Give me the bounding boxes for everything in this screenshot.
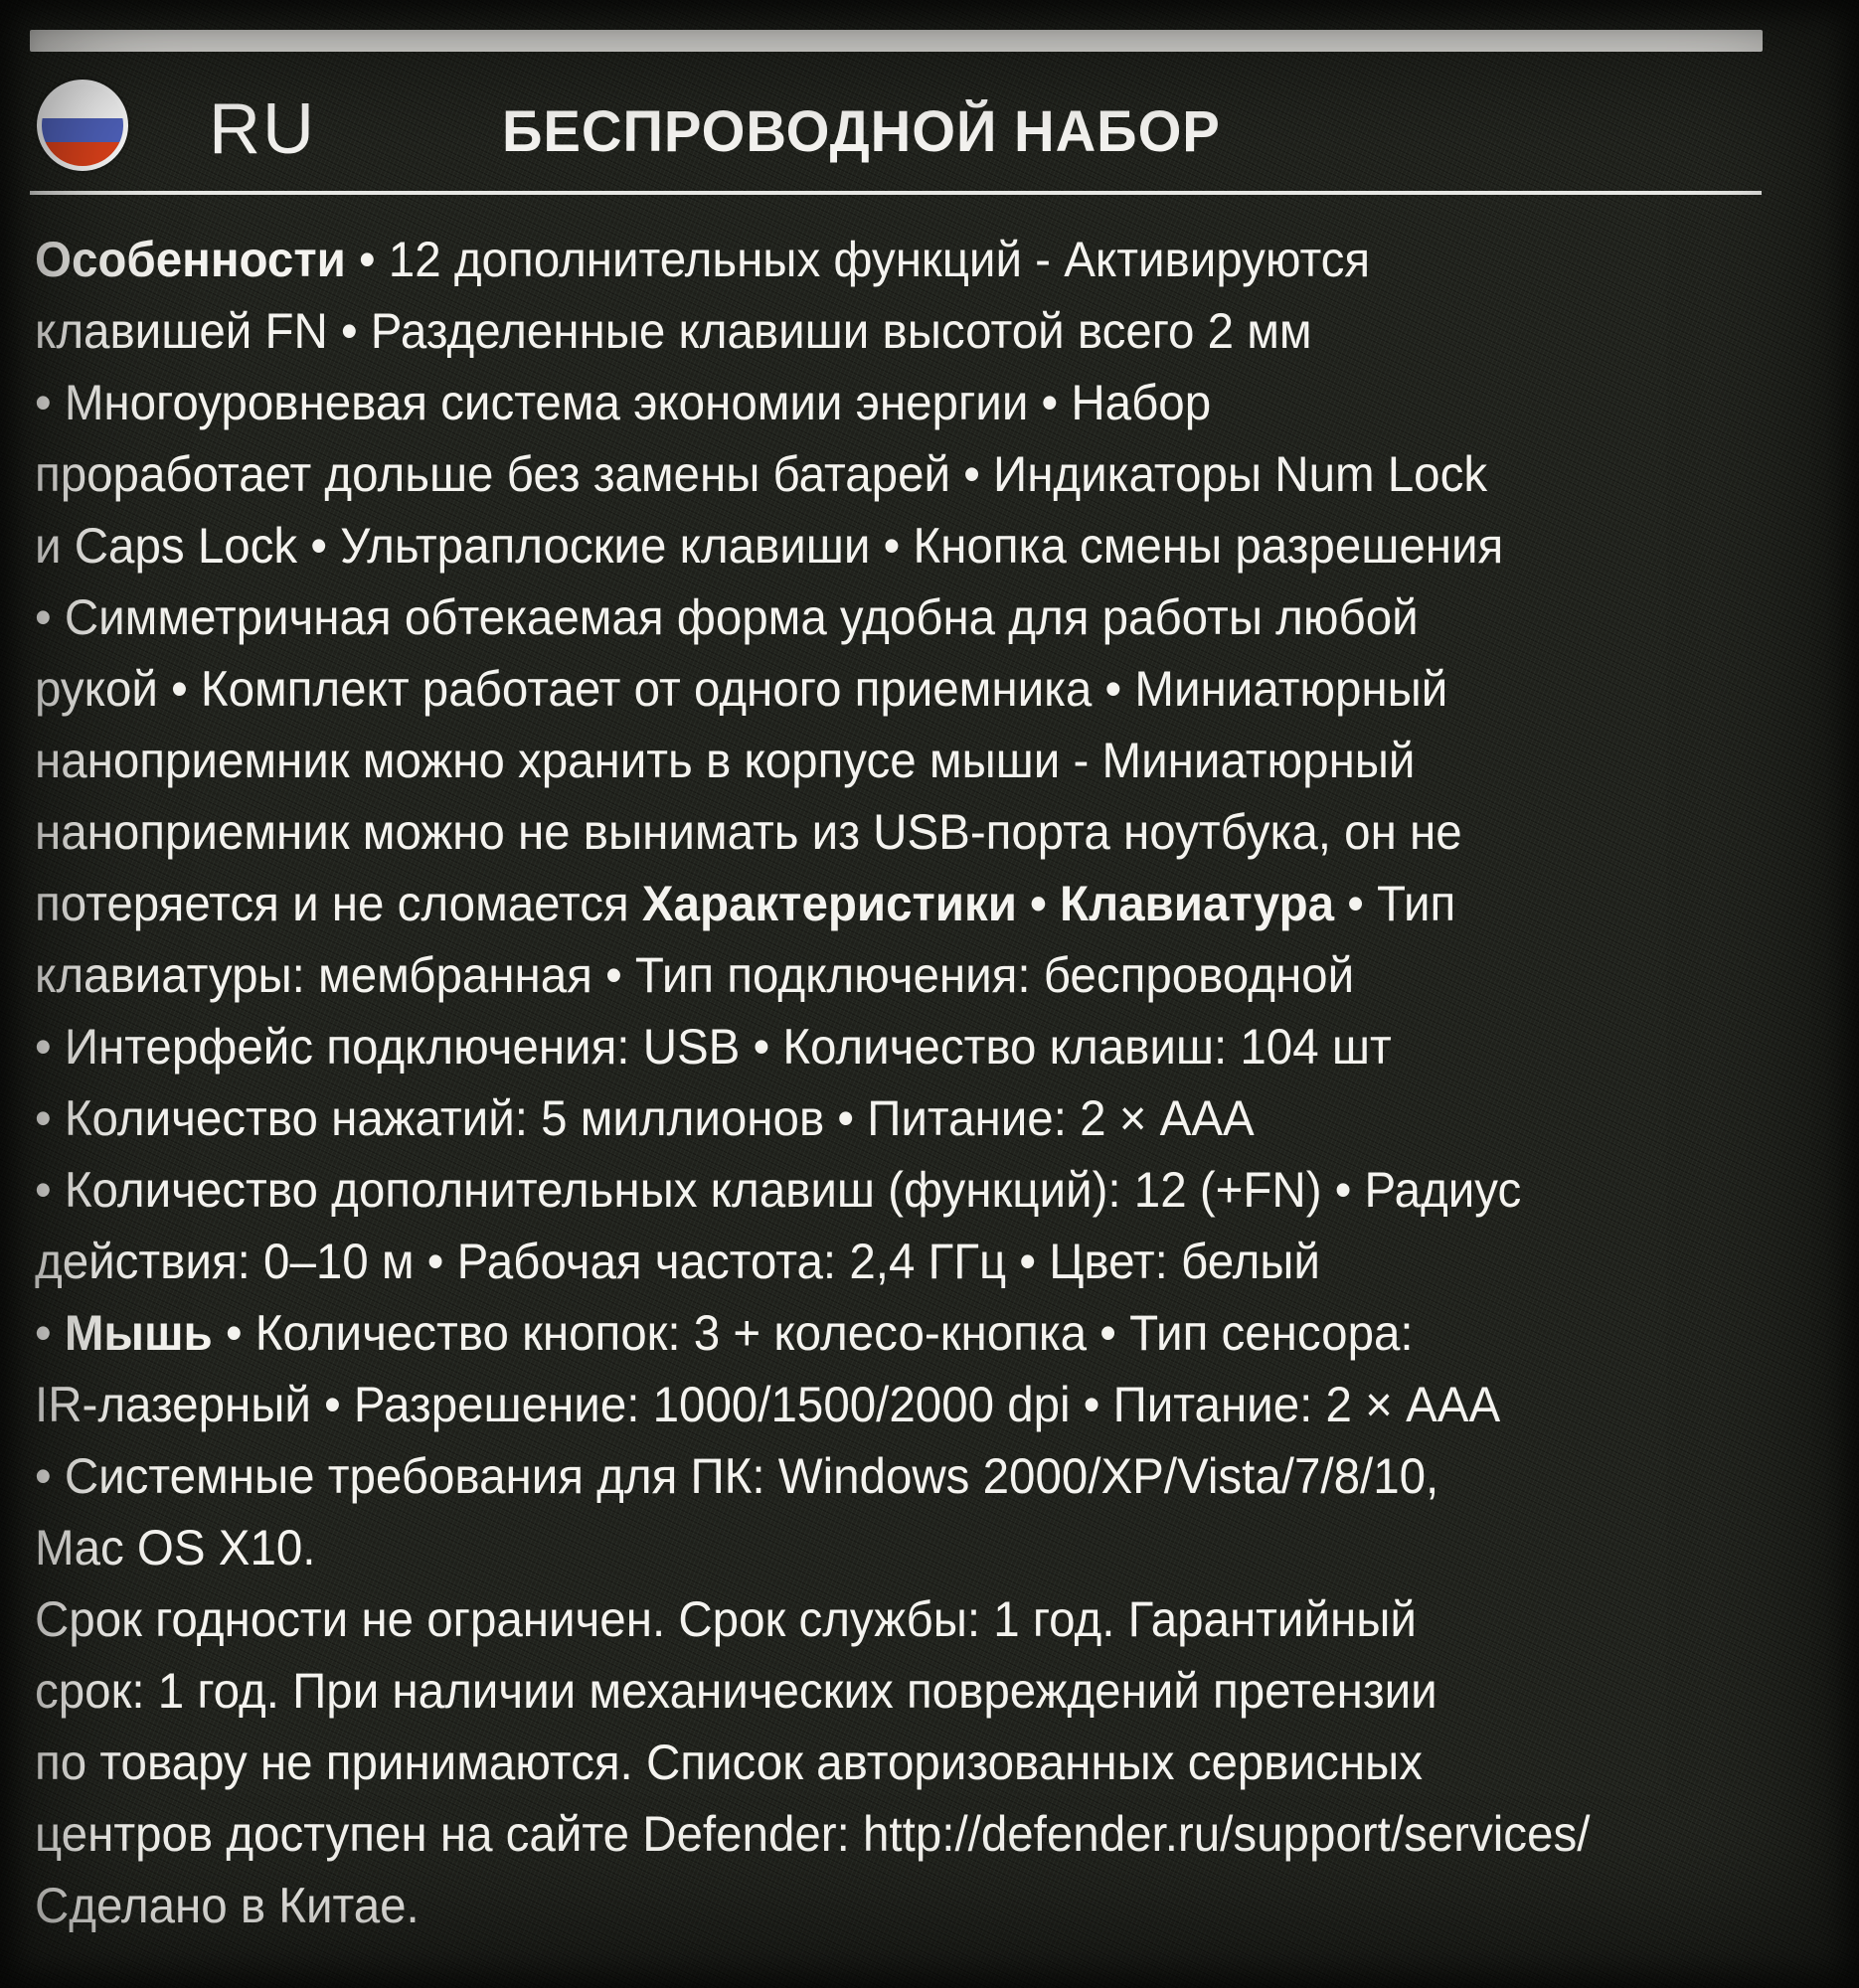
body-line: по товару не принимаются. Список авторизованных сервисных — [35, 1735, 1423, 1790]
body-line: клавиатуры: мембранная • Тип подключения: беспроводной — [35, 947, 1355, 1003]
body-line: • Симметричная обтекаемая форма удобна для работы любой — [35, 589, 1419, 645]
body-line: • Количество дополнительных клавиш (функций): 12 (+FN) • Радиус — [35, 1162, 1522, 1218]
russia-flag-stripes — [42, 84, 123, 166]
body-line: центров доступен на сайте Defender: http://defender.ru/support/services/ — [35, 1806, 1591, 1862]
body-line: • Многоуровневая система экономии энергии • Набор — [35, 375, 1212, 430]
body-line: Mac OS X10. — [35, 1520, 316, 1575]
body-line: • Мышь • Количество кнопок: 3 + колесо-кнопка • Тип сенсора: — [35, 1305, 1414, 1361]
body-line: срок: 1 год. При наличии механических повреждений претензии — [35, 1663, 1437, 1719]
body-line: клавишей FN • Разделенные клавиши высотой всего 2 мм — [35, 303, 1312, 359]
body-line: действия: 0–10 м • Рабочая частота: 2,4 ГГц • Цвет: белый — [35, 1234, 1320, 1289]
body-line: рукой • Комплект работает от одного приемника • Миниатюрный — [35, 661, 1448, 717]
body-line: проработает дольше без замены батарей • Индикаторы Num Lock — [35, 446, 1488, 502]
body-line: Особенности • 12 дополнительных функций - Активируются — [35, 232, 1371, 287]
language-code: RU — [209, 89, 316, 169]
body-line: IR-лазерный • Разрешение: 1000/1500/2000 dpi • Питание: 2 × AAA — [35, 1377, 1501, 1432]
body-line: • Системные требования для ПК: Windows 2000/XP/Vista/7/8/10, — [35, 1448, 1439, 1504]
body-line: Сделано в Китае. — [35, 1878, 420, 1933]
body-line: • Интерфейс подключения: USB • Количество клавиш: 104 шт — [35, 1019, 1392, 1075]
russia-flag-icon — [37, 80, 128, 171]
body-line: наноприемник можно не вынимать из USB-порта ноутбука, он не — [35, 804, 1462, 860]
header-divider-line — [30, 191, 1762, 195]
body-line: потеряется и не сломается Характеристики • Клавиатура • Тип — [35, 876, 1456, 931]
body-line: • Количество нажатий: 5 миллионов • Питание: 2 × AAA — [35, 1090, 1255, 1146]
body-line: Срок годности не ограничен. Срок службы: 1 год. Гарантийный — [35, 1591, 1417, 1647]
body-line: наноприемник можно хранить в корпусе мыши - Миниатюрный — [35, 733, 1416, 788]
body-line: и Caps Lock • Ультраплоские клавиши • Кнопка смены разрешения — [35, 518, 1504, 574]
page-title: БЕСПРОВОДНОЙ НАБОР — [502, 99, 1221, 164]
body-text — [35, 224, 1839, 1941]
top-divider-bar — [30, 30, 1763, 52]
